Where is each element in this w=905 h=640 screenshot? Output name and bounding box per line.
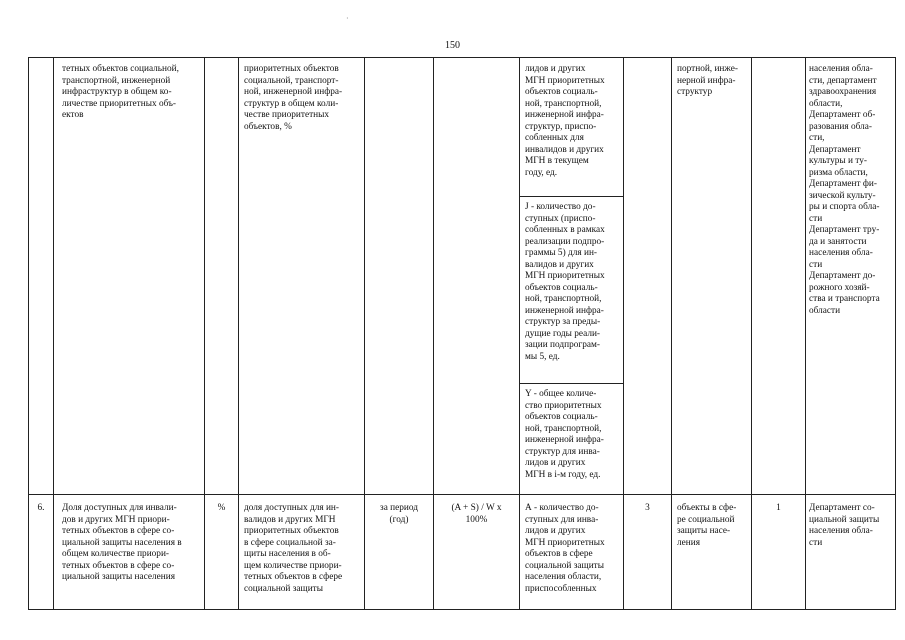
column-line bbox=[53, 57, 54, 610]
column-line bbox=[623, 57, 624, 610]
header-dot: · bbox=[346, 14, 349, 23]
indicator-name-cell: тетных объектов социальной, транспортной, инженерной инфраструктур в общем ко- личестве приоритетных объ- ектов bbox=[62, 64, 179, 120]
table-border-bottom bbox=[28, 609, 896, 610]
responsible-cell: Департамент со- циальной защиты населения обла- сти bbox=[809, 503, 880, 548]
indicator-name-cell: Доля доступных для инвали- дов и других МГН приори- тетных объектов в сфере со- циальной защиты населения в общем количестве приори- тетных объектов в сфере со- циальной защиты населения bbox=[62, 503, 182, 582]
period-cell: за период (год) bbox=[380, 503, 418, 525]
method-code-cell: 3 bbox=[645, 503, 650, 513]
formula-component-cell: лидов и других МГН приоритетных объектов социаль- ной, транспортной, инженерной инфра- структур, приспо- собленных для инвалидов и других МГН в текущем году, ед. bbox=[525, 64, 605, 178]
component-separator bbox=[519, 196, 623, 197]
formula-component-cell: J - количество до- ступных (приспо- собленных в рамках реализации подпро- граммы 5) для ин- валидов и других МГН приоритетных объектов социаль- ной, транспортной, инженерной инфра- структур за преды- дущие годы реали- зации подпрограм- мы 5, ед. bbox=[525, 202, 605, 362]
data-source-cell: портной, инже- нерной инфра- структур bbox=[677, 64, 738, 97]
table-border-top bbox=[28, 57, 896, 58]
frequency-code-cell: 1 bbox=[776, 503, 781, 513]
unit-cell: % bbox=[217, 503, 226, 513]
indicator-table bbox=[28, 57, 896, 610]
row-number-cell: 6. bbox=[37, 503, 45, 513]
column-line bbox=[364, 57, 365, 610]
column-line bbox=[671, 57, 672, 610]
indicator-definition-cell: доля доступных для ин- валидов и других МГН приоритетных объектов в сфере социальной за- щиты населения в об- щем количестве приори- тетных объектов в сфере социальной защиты bbox=[244, 503, 343, 594]
column-line bbox=[28, 57, 29, 610]
column-line bbox=[805, 57, 806, 610]
formula-component-cell: А - количество до- ступных для инва- лидов и других МГН приоритетных объектов в сфере социальной защиты населения области, приспособленных bbox=[525, 503, 605, 594]
component-separator bbox=[519, 383, 623, 384]
column-line bbox=[895, 57, 896, 610]
formula-cell: (A + S) / W x 100% bbox=[451, 503, 502, 525]
responsible-cell: населения обла- сти, департамент здравоохранения области, Департамент об- разования обла- сти, Департамент культуры и ту- ризма области, Департамент фи- зической культу- ры и спорта обла- сти Департамент тру- да и занятости населения обла- сти Департамент до- рожного хозяй- ства и транспорта области bbox=[809, 64, 880, 316]
column-line bbox=[433, 57, 434, 610]
column-line bbox=[204, 57, 205, 610]
column-line bbox=[238, 57, 239, 610]
column-line bbox=[751, 57, 752, 610]
formula-component-cell: Y - общее количе- ство приоритетных объектов социаль- ной, транспортной, инженерной инфра- структур для инва- лидов и других МГН в i-м году, ед. bbox=[525, 389, 604, 480]
column-line bbox=[519, 57, 520, 610]
indicator-definition-cell: приоритетных объектов социальной, транспорт- ной, инженерной инфра- структур в общем коли- честве приоритетных объектов, % bbox=[244, 64, 343, 132]
page-number: 150 bbox=[445, 40, 460, 51]
data-source-cell: объекты в сфе- ре социальной защиты насе- ления bbox=[677, 503, 737, 548]
row-separator bbox=[28, 494, 896, 495]
